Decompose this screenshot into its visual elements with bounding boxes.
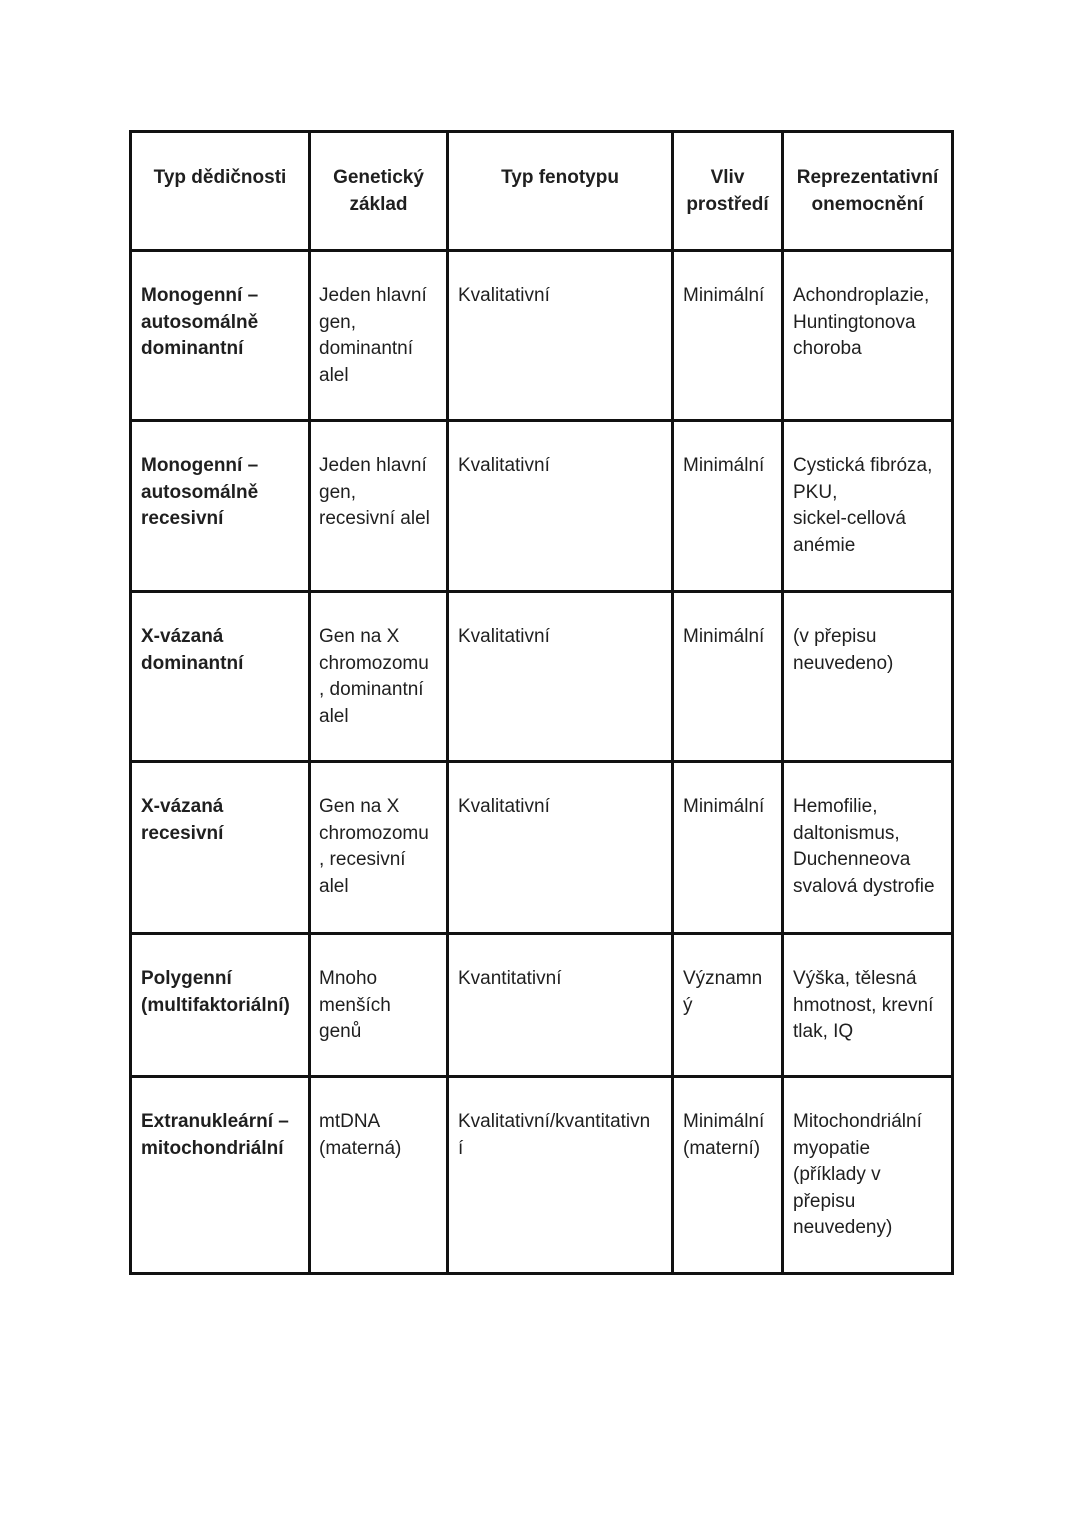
cell-genetic-basis: Gen na X chromozomu , dominantní alel bbox=[310, 592, 448, 762]
table-row bbox=[131, 251, 953, 421]
cell-phenotype: Kvalitativní bbox=[448, 762, 673, 934]
header-cell-phenotype: Typ fenotypu bbox=[448, 132, 673, 251]
table-row bbox=[131, 762, 953, 934]
table-header-row bbox=[131, 132, 953, 251]
cell-genetic-basis: Mnoho menších genů bbox=[310, 934, 448, 1077]
cell-environment: Významn ý bbox=[673, 934, 783, 1077]
cell-diseases: Výška, tělesná hmotnost, krevní tlak, IQ bbox=[783, 934, 953, 1077]
cell-phenotype: Kvalitativní bbox=[448, 421, 673, 592]
header-cell-basis: Genetický základ bbox=[310, 132, 448, 251]
header-cell-type: Typ dědičnosti bbox=[131, 132, 310, 251]
table-row bbox=[131, 421, 953, 592]
header-cell-diseases: Reprezentativní onemocnění bbox=[783, 132, 953, 251]
cell-environment: Minimální bbox=[673, 592, 783, 762]
cell-genetic-basis: Gen na X chromozomu , recesivní alel bbox=[310, 762, 448, 934]
table-row bbox=[131, 934, 953, 1077]
cell-inheritance-type: X-vázaná recesivní bbox=[131, 762, 310, 934]
table-row bbox=[131, 592, 953, 762]
cell-inheritance-type: Monogenní – autosomálně dominantní bbox=[131, 251, 310, 421]
header-cell-environment: Vliv prostředí bbox=[673, 132, 783, 251]
cell-genetic-basis: mtDNA (materná) bbox=[310, 1077, 448, 1274]
cell-environment: Minimální bbox=[673, 762, 783, 934]
cell-inheritance-type: X-vázaná dominantní bbox=[131, 592, 310, 762]
cell-environment: Minimální (materní) bbox=[673, 1077, 783, 1274]
cell-phenotype: Kvalitativní bbox=[448, 592, 673, 762]
inheritance-table bbox=[129, 130, 954, 1275]
cell-phenotype: Kvantitativní bbox=[448, 934, 673, 1077]
cell-genetic-basis: Jeden hlavní gen, recesivní alel bbox=[310, 421, 448, 592]
table-row bbox=[131, 1077, 953, 1274]
cell-diseases: Achondroplazie, Huntingtonova choroba bbox=[783, 251, 953, 421]
cell-phenotype: Kvalitativní/kvantitativn í bbox=[448, 1077, 673, 1274]
cell-diseases: Mitochondriální myopatie (příklady v přepisu neuvedeny) bbox=[783, 1077, 953, 1274]
cell-genetic-basis: Jeden hlavní gen, dominantní alel bbox=[310, 251, 448, 421]
cell-diseases: (v přepisu neuvedeno) bbox=[783, 592, 953, 762]
cell-phenotype: Kvalitativní bbox=[448, 251, 673, 421]
cell-inheritance-type: Polygenní (multifaktoriální) bbox=[131, 934, 310, 1077]
cell-environment: Minimální bbox=[673, 251, 783, 421]
cell-environment: Minimální bbox=[673, 421, 783, 592]
cell-diseases: Hemofilie, daltonismus, Duchenneova svalová dystrofie bbox=[783, 762, 953, 934]
cell-inheritance-type: Extranukleární – mitochondriální bbox=[131, 1077, 310, 1274]
cell-diseases: Cystická fibróza, PKU, sickel-cellová anémie bbox=[783, 421, 953, 592]
cell-inheritance-type: Monogenní – autosomálně recesivní bbox=[131, 421, 310, 592]
